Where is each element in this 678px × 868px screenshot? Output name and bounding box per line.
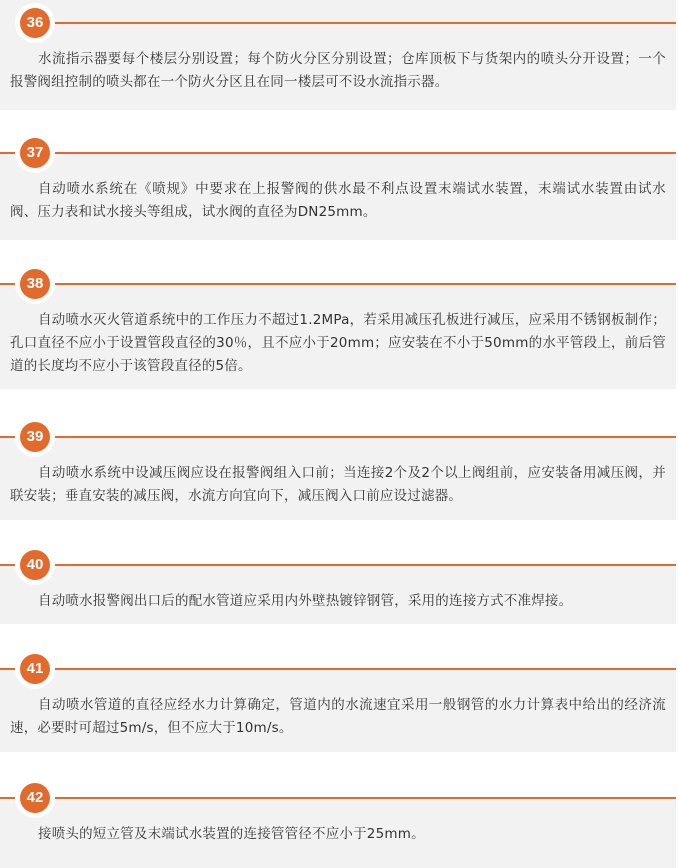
list-item <box>0 261 676 389</box>
item-number-badge: 37 <box>20 138 50 168</box>
list-item <box>0 414 676 520</box>
item-text: 自动喷水系统在《喷规》中要求在上报警阀的供水最不利点设置末端试水装置，末端试水装置由试水阀、压力表和试水接头等组成，试水阀的直径为DN25mm。 <box>10 181 666 220</box>
divider-line <box>50 22 676 24</box>
list-item <box>0 130 676 240</box>
list-item <box>0 646 676 752</box>
item-text: 水流指示器要每个楼层分别设置；每个防火分区分别设置；仓库顶板下与货架内的喷头分开设置；一个报警阀组控制的喷头都在一个防火分区且在同一楼层可不设水流指示器。 <box>10 51 666 90</box>
divider-line <box>0 564 676 566</box>
list-item <box>0 0 676 110</box>
divider-line <box>0 668 676 670</box>
item-number-badge: 42 <box>20 783 50 813</box>
divider-line <box>0 152 676 154</box>
item-text: 自动喷水灭火管道系统中的工作压力不超过1.2MPa，若采用减压孔板进行减压，应采用不锈钢板制作；孔口直径不应小于设置管段直径的30％，且不应小于20mm；应安装在不小于50mm的水平管段上，前后管道的长度均不应小于该管段直径的5倍。 <box>10 312 666 374</box>
divider-line <box>0 797 676 799</box>
item-number-badge: 36 <box>20 8 50 38</box>
item-text: 自动喷水管道的直径应经水力计算确定，管道内的水流速宜采用一般钢管的水力计算表中给出的经济流速，必要时可超过5m/s，但不应大于10m/s。 <box>10 697 666 736</box>
divider-line <box>0 283 676 285</box>
item-number-badge: 38 <box>20 269 50 299</box>
item-number-badge: 39 <box>20 422 50 452</box>
item-text: 接喷头的短立管及末端试水装置的连接管管径不应小于25mm。 <box>38 826 425 842</box>
item-number-badge: 40 <box>20 550 50 580</box>
item-text: 自动喷水报警阀出口后的配水管道应采用内外壁热镀锌钢管，采用的连接方式不准焊接。 <box>38 593 573 609</box>
item-text: 自动喷水系统中设减压阀应设在报警阀组入口前；当连接2个及2个以上阀组前，应安装备用减压阀，并联安装；垂直安装的减压阀，水流方向宜向下，减压阀入口前应设过滤器。 <box>10 465 666 504</box>
list-item <box>0 775 676 868</box>
divider-line <box>0 436 676 438</box>
list-item <box>0 542 676 624</box>
item-number-badge: 41 <box>20 654 50 684</box>
